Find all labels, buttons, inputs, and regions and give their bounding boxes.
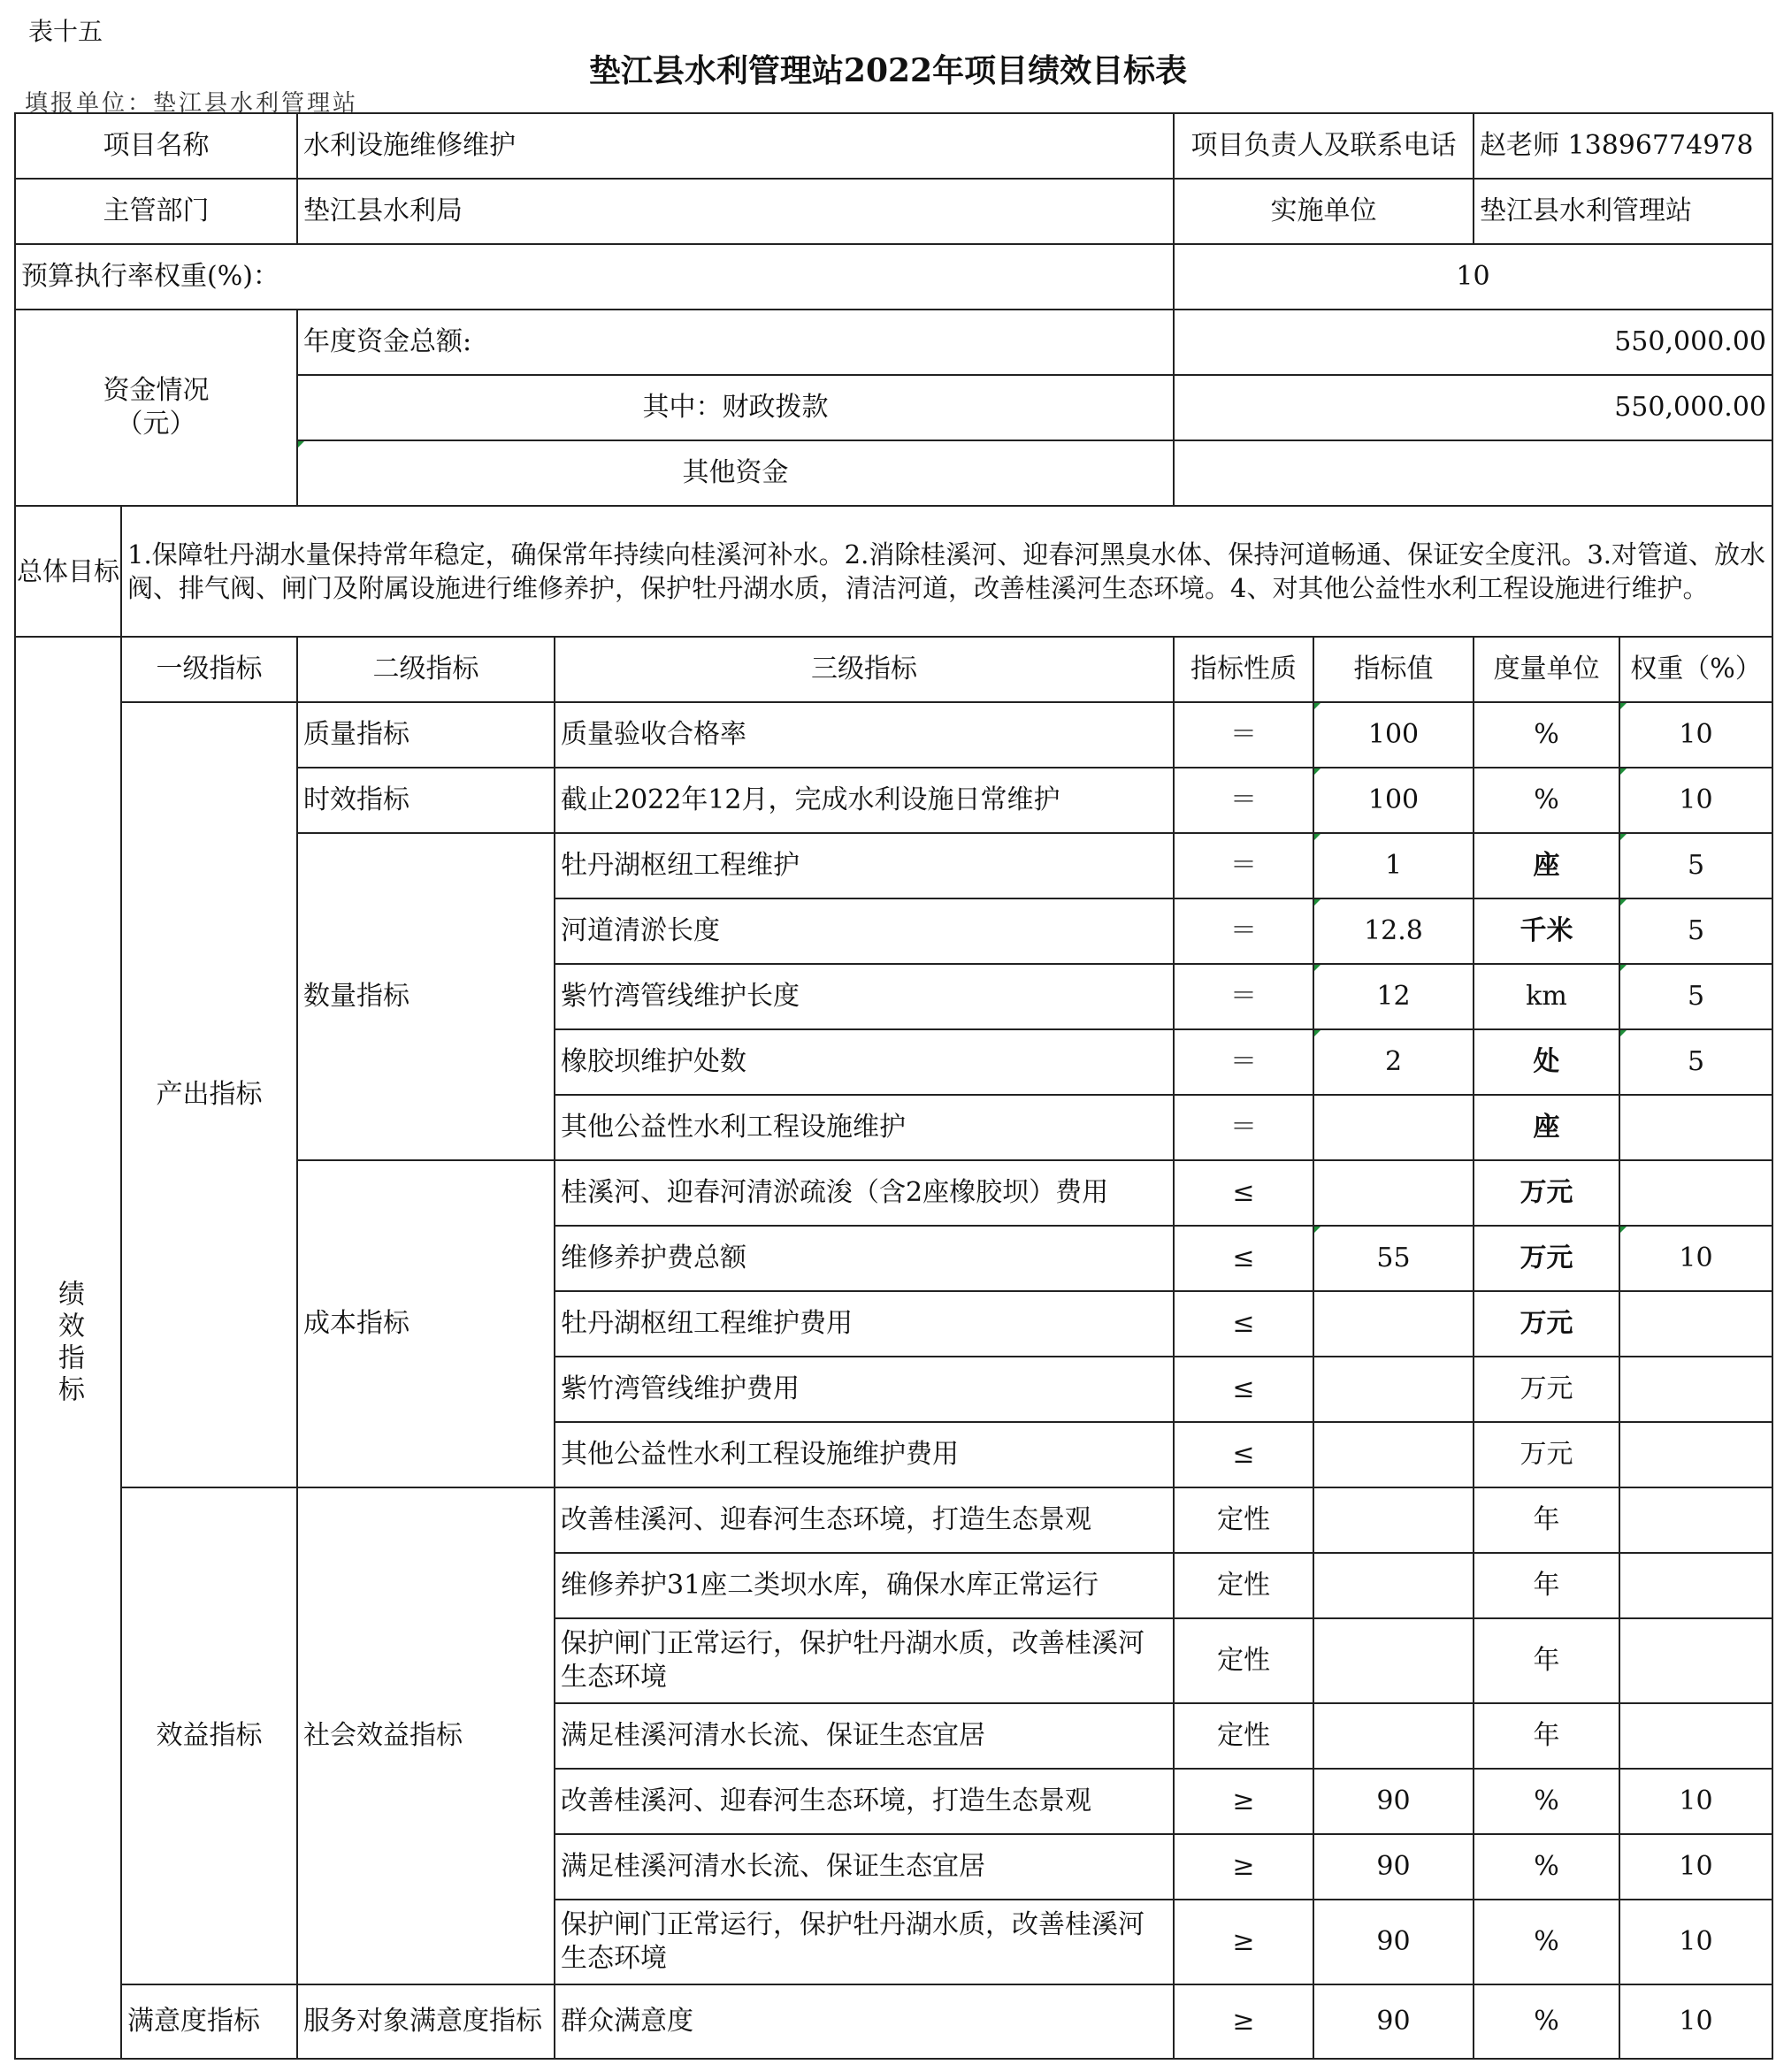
indicator-value: 2 xyxy=(1313,1029,1474,1095)
indicator-name: 群众满意度 xyxy=(555,1984,1174,2059)
level2-cost: 成本指标 xyxy=(297,1160,555,1487)
contact-value: 赵老师 13896774978 xyxy=(1474,113,1772,179)
indicator-weight: 10 xyxy=(1619,702,1772,768)
impl-label: 实施单位 xyxy=(1174,179,1474,244)
indicator-value xyxy=(1313,1095,1474,1160)
goal-text: 1.保障牡丹湖水量保持常年稳定，确保常年持续向桂溪河补水。2.消除桂溪河、迎春河黑臭水体、保持河道畅通、保证安全度汛。3.对管道、放水阀、排气阀、闸门及附属设施进行维修养护，保护牡丹湖水质，清洁河道，改善桂溪河生态环境。4、对其他公益性水利工程设施进行维护。 xyxy=(121,506,1772,637)
indicator-value: 90 xyxy=(1313,1834,1474,1900)
indicator-value: 90 xyxy=(1313,1900,1474,1984)
indicator-unit: 千米 xyxy=(1474,898,1619,964)
indicator-nature: ≤ xyxy=(1174,1357,1313,1422)
indicator-nature: 定性 xyxy=(1174,1487,1313,1553)
indicator-weight xyxy=(1619,1291,1772,1357)
table-row xyxy=(15,702,1772,768)
header-weight: 权重（%） xyxy=(1619,637,1772,702)
indicator-value: 1 xyxy=(1313,833,1474,898)
indicator-unit: 万元 xyxy=(1474,1291,1619,1357)
indicator-unit: 万元 xyxy=(1474,1226,1619,1291)
indicator-name: 维修养护31座二类坝水库，确保水库正常运行 xyxy=(555,1553,1174,1618)
indicator-name: 橡胶坝维护处数 xyxy=(555,1029,1174,1095)
indicator-nature: ＝ xyxy=(1174,1029,1313,1095)
budget-rate-label: 预算执行率权重(%)： xyxy=(15,244,1174,310)
indicator-name: 满足桂溪河清水长流、保证生态宜居 xyxy=(555,1703,1174,1769)
indicator-name: 紫竹湾管线维护费用 xyxy=(555,1357,1174,1422)
indicator-unit: % xyxy=(1474,1769,1619,1834)
indicator-weight xyxy=(1619,1357,1772,1422)
indicator-unit: 座 xyxy=(1474,833,1619,898)
indicator-nature: ＝ xyxy=(1174,833,1313,898)
indicator-unit: 万元 xyxy=(1474,1357,1619,1422)
indicator-unit: 万元 xyxy=(1474,1160,1619,1226)
indicator-weight: 5 xyxy=(1619,898,1772,964)
indicator-nature: 定性 xyxy=(1174,1618,1313,1703)
indicator-nature: ≥ xyxy=(1174,1900,1313,1984)
indicator-value: 90 xyxy=(1313,1769,1474,1834)
annual-total-label: 年度资金总额: xyxy=(297,310,1174,375)
funds-label: 资金情况 （元） xyxy=(15,310,297,506)
indicator-nature: 定性 xyxy=(1174,1703,1313,1769)
perf-section-label: 绩效指标 xyxy=(15,637,121,2059)
indicator-unit: km xyxy=(1474,964,1619,1029)
fiscal-label: 其中：财政拨款 xyxy=(297,375,1174,440)
indicator-unit: 处 xyxy=(1474,1029,1619,1095)
project-name-label: 项目名称 xyxy=(15,113,297,179)
indicator-unit: 万元 xyxy=(1474,1422,1619,1487)
table-row xyxy=(15,1487,1772,1553)
header-value: 指标值 xyxy=(1313,637,1474,702)
indicator-weight xyxy=(1619,1160,1772,1226)
indicator-name: 质量验收合格率 xyxy=(555,702,1174,768)
indicator-nature: ＝ xyxy=(1174,702,1313,768)
header-level1: 一级指标 xyxy=(121,637,297,702)
indicator-value xyxy=(1313,1422,1474,1487)
impl-value: 垫江县水利管理站 xyxy=(1474,179,1772,244)
indicator-weight: 5 xyxy=(1619,1029,1772,1095)
other-funds-value xyxy=(1174,440,1772,506)
indicator-weight xyxy=(1619,1422,1772,1487)
indicator-weight: 10 xyxy=(1619,1769,1772,1834)
indicator-nature: ≤ xyxy=(1174,1291,1313,1357)
level1-output: 产出指标 xyxy=(121,702,297,1487)
level2-timeliness: 时效指标 xyxy=(297,768,555,833)
indicator-name: 维修养护费总额 xyxy=(555,1226,1174,1291)
indicator-weight xyxy=(1619,1618,1772,1703)
indicator-nature: ＝ xyxy=(1174,898,1313,964)
indicator-unit: 年 xyxy=(1474,1553,1619,1618)
indicator-name: 桂溪河、迎春河清淤疏浚（含2座橡胶坝）费用 xyxy=(555,1160,1174,1226)
dept-label: 主管部门 xyxy=(15,179,297,244)
indicator-name: 牡丹湖枢纽工程维护费用 xyxy=(555,1291,1174,1357)
indicator-value xyxy=(1313,1618,1474,1703)
level2-quality: 质量指标 xyxy=(297,702,555,768)
indicator-value: 100 xyxy=(1313,702,1474,768)
performance-table xyxy=(14,112,1773,2060)
indicator-name: 其他公益性水利工程设施维护 xyxy=(555,1095,1174,1160)
indicator-weight: 10 xyxy=(1619,768,1772,833)
indicator-name: 保护闸门正常运行，保护牡丹湖水质，改善桂溪河生态环境 xyxy=(555,1618,1174,1703)
indicator-weight: 10 xyxy=(1619,1900,1772,1984)
indicator-nature: ≤ xyxy=(1174,1226,1313,1291)
level2-service: 服务对象满意度指标 xyxy=(297,1984,555,2059)
indicator-nature: 定性 xyxy=(1174,1553,1313,1618)
indicator-weight: 10 xyxy=(1619,1834,1772,1900)
level1-satisfaction: 满意度指标 xyxy=(121,1984,297,2059)
indicator-value: 100 xyxy=(1313,768,1474,833)
dept-value: 垫江县水利局 xyxy=(297,179,1174,244)
indicator-unit: 座 xyxy=(1474,1095,1619,1160)
indicator-weight xyxy=(1619,1703,1772,1769)
indicator-value: 55 xyxy=(1313,1226,1474,1291)
indicator-weight xyxy=(1619,1487,1772,1553)
header-nature: 指标性质 xyxy=(1174,637,1313,702)
indicator-nature: ≥ xyxy=(1174,1834,1313,1900)
indicator-nature: ≤ xyxy=(1174,1422,1313,1487)
indicator-name: 改善桂溪河、迎春河生态环境，打造生态景观 xyxy=(555,1769,1174,1834)
indicator-nature: ＝ xyxy=(1174,1095,1313,1160)
other-funds-label: 其他资金 xyxy=(297,440,1174,506)
indicator-value xyxy=(1313,1553,1474,1618)
fiscal-value: 550,000.00 xyxy=(1174,375,1772,440)
level2-social: 社会效益指标 xyxy=(297,1487,555,1984)
contact-label: 项目负责人及联系电话 xyxy=(1174,113,1474,179)
indicator-weight: 10 xyxy=(1619,1984,1772,2059)
indicator-name: 其他公益性水利工程设施维护费用 xyxy=(555,1422,1174,1487)
indicator-unit: % xyxy=(1474,768,1619,833)
indicator-unit: % xyxy=(1474,1984,1619,2059)
header-unit: 度量单位 xyxy=(1474,637,1619,702)
indicator-name: 截止2022年12月，完成水利设施日常维护 xyxy=(555,768,1174,833)
indicator-weight: 10 xyxy=(1619,1226,1772,1291)
indicator-name: 保护闸门正常运行，保护牡丹湖水质，改善桂溪河生态环境 xyxy=(555,1900,1174,1984)
indicator-unit: % xyxy=(1474,702,1619,768)
indicator-value: 90 xyxy=(1313,1984,1474,2059)
table-row xyxy=(15,1984,1772,2059)
indicator-value xyxy=(1313,1487,1474,1553)
indicator-unit: % xyxy=(1474,1900,1619,1984)
indicator-unit: 年 xyxy=(1474,1703,1619,1769)
indicator-weight: 5 xyxy=(1619,833,1772,898)
indicator-name: 牡丹湖枢纽工程维护 xyxy=(555,833,1174,898)
indicator-unit: % xyxy=(1474,1834,1619,1900)
budget-rate-value: 10 xyxy=(1174,244,1772,310)
indicator-weight: 5 xyxy=(1619,964,1772,1029)
indicator-nature: ≤ xyxy=(1174,1160,1313,1226)
indicator-value xyxy=(1313,1357,1474,1422)
header-level2: 二级指标 xyxy=(297,637,555,702)
indicator-value: 12.8 xyxy=(1313,898,1474,964)
indicator-weight xyxy=(1619,1553,1772,1618)
annual-total-value: 550,000.00 xyxy=(1174,310,1772,375)
indicator-value xyxy=(1313,1703,1474,1769)
indicator-name: 河道清淤长度 xyxy=(555,898,1174,964)
goal-label: 总体目标 xyxy=(15,506,121,637)
level2-quantity: 数量指标 xyxy=(297,833,555,1160)
indicator-nature: ≥ xyxy=(1174,1984,1313,2059)
indicator-unit: 年 xyxy=(1474,1618,1619,1703)
indicator-nature: ＝ xyxy=(1174,964,1313,1029)
indicator-nature: ≥ xyxy=(1174,1769,1313,1834)
indicator-name: 改善桂溪河、迎春河生态环境，打造生态景观 xyxy=(555,1487,1174,1553)
indicator-value xyxy=(1313,1291,1474,1357)
table-number: 表十五 xyxy=(28,17,103,46)
indicator-name: 紫竹湾管线维护长度 xyxy=(555,964,1174,1029)
indicator-value xyxy=(1313,1160,1474,1226)
fill-unit: 填报单位：垫江县水利管理站 xyxy=(25,90,359,117)
indicator-value: 12 xyxy=(1313,964,1474,1029)
page-title: 垫江县水利管理站2022年项目绩效目标表 xyxy=(588,52,1188,89)
project-name: 水利设施维修维护 xyxy=(297,113,1174,179)
indicator-weight xyxy=(1619,1095,1772,1160)
header-level3: 三级指标 xyxy=(555,637,1174,702)
indicator-name: 满足桂溪河清水长流、保证生态宜居 xyxy=(555,1834,1174,1900)
indicator-nature: ＝ xyxy=(1174,768,1313,833)
indicator-unit: 年 xyxy=(1474,1487,1619,1553)
level1-benefit: 效益指标 xyxy=(121,1487,297,1984)
